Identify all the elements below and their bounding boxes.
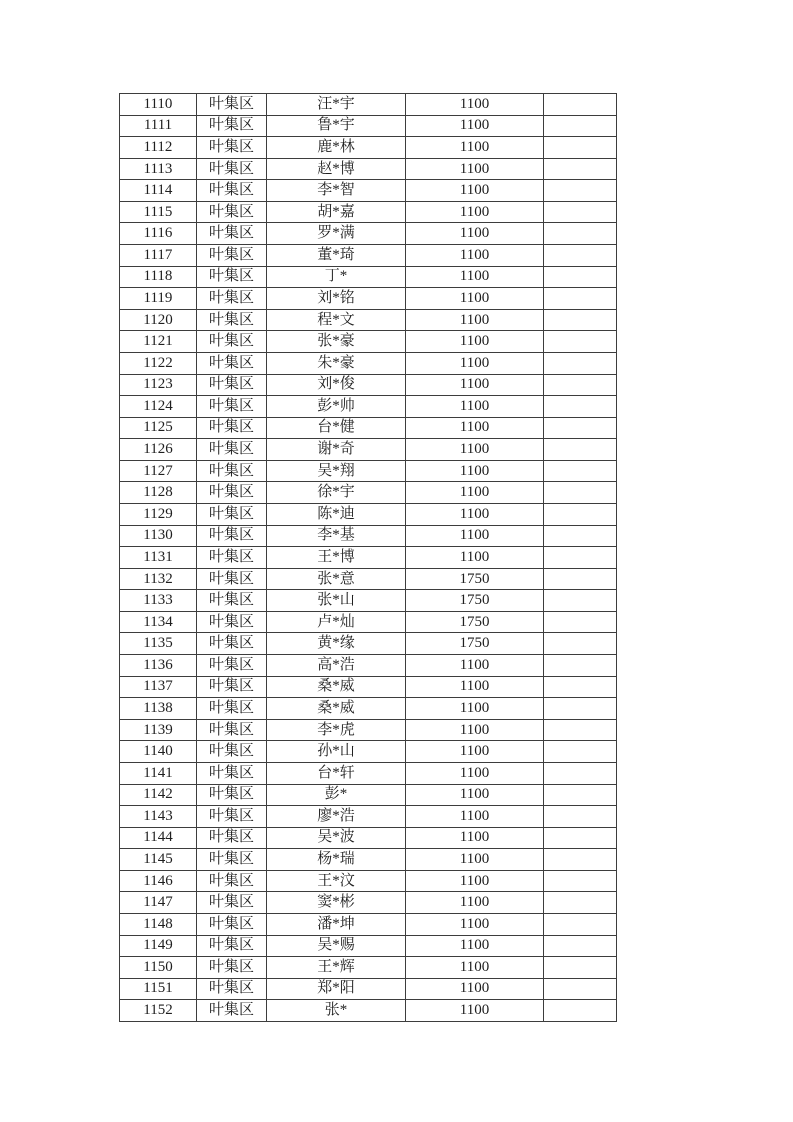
roster-table (119, 93, 617, 1022)
cell-remark (544, 503, 617, 525)
cell-district: 叶集区 (197, 331, 267, 353)
cell-serial_number: 1120 (120, 309, 197, 331)
cell-name_masked: 王*辉 (267, 957, 406, 979)
cell-amount: 1100 (406, 806, 544, 828)
cell-name_masked: 胡*嘉 (267, 201, 406, 223)
cell-amount: 1100 (406, 245, 544, 267)
cell-district: 叶集区 (197, 935, 267, 957)
cell-remark (544, 676, 617, 698)
cell-remark (544, 655, 617, 677)
cell-serial_number: 1135 (120, 633, 197, 655)
cell-amount: 1100 (406, 94, 544, 116)
cell-remark (544, 913, 617, 935)
cell-district: 叶集区 (197, 611, 267, 633)
table-row (120, 115, 617, 137)
cell-amount: 1100 (406, 503, 544, 525)
cell-amount: 1100 (406, 978, 544, 1000)
cell-district: 叶集区 (197, 913, 267, 935)
cell-remark (544, 827, 617, 849)
cell-district: 叶集区 (197, 396, 267, 418)
cell-remark (544, 978, 617, 1000)
cell-name_masked: 吴*赐 (267, 935, 406, 957)
cell-district: 叶集区 (197, 590, 267, 612)
cell-serial_number: 1113 (120, 158, 197, 180)
cell-remark (544, 417, 617, 439)
cell-remark (544, 309, 617, 331)
cell-name_masked: 黄*缘 (267, 633, 406, 655)
cell-district: 叶集区 (197, 827, 267, 849)
cell-name_masked: 孙*山 (267, 741, 406, 763)
table-row (120, 590, 617, 612)
cell-name_masked: 杨*瑞 (267, 849, 406, 871)
cell-amount: 1100 (406, 547, 544, 569)
cell-serial_number: 1121 (120, 331, 197, 353)
cell-amount: 1100 (406, 352, 544, 374)
table-row (120, 568, 617, 590)
cell-name_masked: 张*山 (267, 590, 406, 612)
cell-serial_number: 1118 (120, 266, 197, 288)
cell-serial_number: 1117 (120, 245, 197, 267)
cell-serial_number: 1125 (120, 417, 197, 439)
table-row (120, 94, 617, 116)
table-row (120, 331, 617, 353)
cell-amount: 1100 (406, 676, 544, 698)
table-row (120, 223, 617, 245)
cell-amount: 1100 (406, 1000, 544, 1022)
cell-district: 叶集区 (197, 158, 267, 180)
cell-remark (544, 374, 617, 396)
cell-name_masked: 丁* (267, 266, 406, 288)
cell-amount: 1100 (406, 288, 544, 310)
table-row (120, 482, 617, 504)
cell-name_masked: 陈*迪 (267, 503, 406, 525)
cell-serial_number: 1124 (120, 396, 197, 418)
cell-amount: 1100 (406, 417, 544, 439)
cell-remark (544, 784, 617, 806)
cell-serial_number: 1152 (120, 1000, 197, 1022)
cell-amount: 1100 (406, 201, 544, 223)
cell-district: 叶集区 (197, 806, 267, 828)
cell-amount: 1100 (406, 460, 544, 482)
table-row (120, 352, 617, 374)
cell-name_masked: 吴*翔 (267, 460, 406, 482)
cell-district: 叶集区 (197, 482, 267, 504)
cell-name_masked: 桑*威 (267, 676, 406, 698)
table-row (120, 892, 617, 914)
cell-name_masked: 李*虎 (267, 719, 406, 741)
cell-name_masked: 桑*威 (267, 698, 406, 720)
cell-serial_number: 1123 (120, 374, 197, 396)
cell-amount: 1750 (406, 611, 544, 633)
cell-amount: 1100 (406, 374, 544, 396)
cell-remark (544, 547, 617, 569)
cell-district: 叶集区 (197, 719, 267, 741)
cell-district: 叶集区 (197, 352, 267, 374)
cell-district: 叶集区 (197, 849, 267, 871)
cell-serial_number: 1140 (120, 741, 197, 763)
table-row (120, 439, 617, 461)
cell-remark (544, 719, 617, 741)
cell-serial_number: 1119 (120, 288, 197, 310)
cell-name_masked: 鲁*宇 (267, 115, 406, 137)
table-row (120, 655, 617, 677)
table-row (120, 266, 617, 288)
cell-amount: 1750 (406, 590, 544, 612)
cell-serial_number: 1112 (120, 137, 197, 159)
cell-amount: 1100 (406, 137, 544, 159)
cell-name_masked: 赵*博 (267, 158, 406, 180)
cell-serial_number: 1130 (120, 525, 197, 547)
table-row (120, 633, 617, 655)
cell-name_masked: 徐*宇 (267, 482, 406, 504)
cell-name_masked: 刘*铭 (267, 288, 406, 310)
cell-amount: 1100 (406, 331, 544, 353)
cell-remark (544, 94, 617, 116)
cell-district: 叶集区 (197, 223, 267, 245)
cell-amount: 1100 (406, 158, 544, 180)
cell-name_masked: 高*浩 (267, 655, 406, 677)
table-row (120, 741, 617, 763)
cell-name_masked: 李*基 (267, 525, 406, 547)
cell-serial_number: 1138 (120, 698, 197, 720)
table-row (120, 201, 617, 223)
cell-amount: 1100 (406, 266, 544, 288)
cell-serial_number: 1111 (120, 115, 197, 137)
cell-name_masked: 张* (267, 1000, 406, 1022)
cell-district: 叶集区 (197, 137, 267, 159)
cell-remark (544, 331, 617, 353)
table-row (120, 762, 617, 784)
cell-district: 叶集区 (197, 309, 267, 331)
cell-amount: 1100 (406, 849, 544, 871)
cell-district: 叶集区 (197, 374, 267, 396)
table-row (120, 978, 617, 1000)
cell-serial_number: 1144 (120, 827, 197, 849)
table-row (120, 503, 617, 525)
cell-name_masked: 刘*俊 (267, 374, 406, 396)
table-row (120, 957, 617, 979)
cell-remark (544, 806, 617, 828)
cell-district: 叶集区 (197, 784, 267, 806)
cell-remark (544, 892, 617, 914)
cell-serial_number: 1133 (120, 590, 197, 612)
cell-district: 叶集区 (197, 503, 267, 525)
cell-name_masked: 鹿*林 (267, 137, 406, 159)
cell-district: 叶集区 (197, 525, 267, 547)
table-row (120, 719, 617, 741)
cell-amount: 1100 (406, 784, 544, 806)
cell-remark (544, 201, 617, 223)
cell-serial_number: 1116 (120, 223, 197, 245)
cell-remark (544, 698, 617, 720)
cell-name_masked: 台*轩 (267, 762, 406, 784)
cell-district: 叶集区 (197, 460, 267, 482)
cell-remark (544, 137, 617, 159)
cell-amount: 1100 (406, 935, 544, 957)
cell-remark (544, 935, 617, 957)
cell-remark (544, 245, 617, 267)
cell-serial_number: 1146 (120, 870, 197, 892)
cell-remark (544, 568, 617, 590)
cell-amount: 1100 (406, 115, 544, 137)
table-row (120, 698, 617, 720)
cell-remark (544, 482, 617, 504)
cell-remark (544, 849, 617, 871)
cell-amount: 1100 (406, 482, 544, 504)
cell-serial_number: 1129 (120, 503, 197, 525)
cell-amount: 1100 (406, 762, 544, 784)
table-row (120, 374, 617, 396)
cell-amount: 1100 (406, 525, 544, 547)
cell-amount: 1100 (406, 223, 544, 245)
cell-name_masked: 窦*彬 (267, 892, 406, 914)
table-row (120, 547, 617, 569)
cell-district: 叶集区 (197, 655, 267, 677)
cell-remark (544, 957, 617, 979)
table-row (120, 309, 617, 331)
cell-name_masked: 李*智 (267, 180, 406, 202)
cell-serial_number: 1126 (120, 439, 197, 461)
cell-name_masked: 谢*奇 (267, 439, 406, 461)
cell-amount: 1100 (406, 870, 544, 892)
cell-name_masked: 程*文 (267, 309, 406, 331)
cell-district: 叶集区 (197, 547, 267, 569)
cell-serial_number: 1143 (120, 806, 197, 828)
cell-serial_number: 1134 (120, 611, 197, 633)
cell-district: 叶集区 (197, 633, 267, 655)
cell-amount: 1100 (406, 741, 544, 763)
cell-name_masked: 汪*宇 (267, 94, 406, 116)
cell-remark (544, 180, 617, 202)
cell-district: 叶集区 (197, 266, 267, 288)
cell-amount: 1100 (406, 180, 544, 202)
cell-remark (544, 266, 617, 288)
cell-amount: 1100 (406, 913, 544, 935)
cell-district: 叶集区 (197, 978, 267, 1000)
cell-serial_number: 1148 (120, 913, 197, 935)
cell-name_masked: 王*博 (267, 547, 406, 569)
cell-serial_number: 1145 (120, 849, 197, 871)
cell-remark (544, 396, 617, 418)
cell-district: 叶集区 (197, 892, 267, 914)
cell-remark (544, 1000, 617, 1022)
cell-district: 叶集区 (197, 245, 267, 267)
cell-remark (544, 288, 617, 310)
cell-amount: 1100 (406, 892, 544, 914)
cell-remark (544, 223, 617, 245)
cell-amount: 1750 (406, 633, 544, 655)
cell-serial_number: 1127 (120, 460, 197, 482)
cell-serial_number: 1150 (120, 957, 197, 979)
cell-district: 叶集区 (197, 180, 267, 202)
cell-amount: 1100 (406, 396, 544, 418)
cell-district: 叶集区 (197, 957, 267, 979)
table-row (120, 137, 617, 159)
cell-serial_number: 1132 (120, 568, 197, 590)
cell-remark (544, 633, 617, 655)
table-row (120, 913, 617, 935)
table-row (120, 806, 617, 828)
cell-serial_number: 1139 (120, 719, 197, 741)
table-row (120, 935, 617, 957)
cell-name_masked: 张*意 (267, 568, 406, 590)
cell-name_masked: 郑*阳 (267, 978, 406, 1000)
cell-serial_number: 1151 (120, 978, 197, 1000)
cell-district: 叶集区 (197, 870, 267, 892)
cell-name_masked: 罗*满 (267, 223, 406, 245)
table-row (120, 611, 617, 633)
cell-name_masked: 彭* (267, 784, 406, 806)
cell-remark (544, 870, 617, 892)
cell-amount: 1100 (406, 957, 544, 979)
cell-district: 叶集区 (197, 288, 267, 310)
table-row (120, 827, 617, 849)
cell-district: 叶集区 (197, 201, 267, 223)
cell-name_masked: 台*健 (267, 417, 406, 439)
cell-name_masked: 潘*坤 (267, 913, 406, 935)
table-row (120, 870, 617, 892)
cell-remark (544, 611, 617, 633)
cell-district: 叶集区 (197, 115, 267, 137)
table-row (120, 676, 617, 698)
cell-serial_number: 1147 (120, 892, 197, 914)
cell-amount: 1100 (406, 309, 544, 331)
cell-serial_number: 1142 (120, 784, 197, 806)
cell-remark (544, 460, 617, 482)
cell-amount: 1100 (406, 439, 544, 461)
table-row (120, 158, 617, 180)
cell-district: 叶集区 (197, 1000, 267, 1022)
table-row (120, 460, 617, 482)
table-row (120, 288, 617, 310)
cell-district: 叶集区 (197, 698, 267, 720)
table-row (120, 849, 617, 871)
cell-serial_number: 1115 (120, 201, 197, 223)
cell-remark (544, 741, 617, 763)
cell-district: 叶集区 (197, 94, 267, 116)
cell-serial_number: 1131 (120, 547, 197, 569)
cell-remark (544, 590, 617, 612)
table-row (120, 525, 617, 547)
cell-name_masked: 朱*豪 (267, 352, 406, 374)
cell-serial_number: 1114 (120, 180, 197, 202)
cell-amount: 1100 (406, 719, 544, 741)
cell-name_masked: 董*琦 (267, 245, 406, 267)
table-row (120, 417, 617, 439)
table-row (120, 396, 617, 418)
cell-name_masked: 张*豪 (267, 331, 406, 353)
cell-remark (544, 439, 617, 461)
table-row (120, 245, 617, 267)
cell-amount: 1100 (406, 827, 544, 849)
cell-serial_number: 1136 (120, 655, 197, 677)
cell-serial_number: 1128 (120, 482, 197, 504)
cell-name_masked: 吴*波 (267, 827, 406, 849)
cell-remark (544, 762, 617, 784)
cell-name_masked: 彭*帅 (267, 396, 406, 418)
cell-serial_number: 1141 (120, 762, 197, 784)
cell-remark (544, 115, 617, 137)
roster-table-body (120, 94, 617, 1022)
cell-serial_number: 1122 (120, 352, 197, 374)
cell-serial_number: 1110 (120, 94, 197, 116)
cell-name_masked: 廖*浩 (267, 806, 406, 828)
cell-district: 叶集区 (197, 762, 267, 784)
cell-name_masked: 王*汶 (267, 870, 406, 892)
cell-remark (544, 352, 617, 374)
cell-amount: 1100 (406, 698, 544, 720)
cell-serial_number: 1149 (120, 935, 197, 957)
cell-district: 叶集区 (197, 676, 267, 698)
cell-district: 叶集区 (197, 741, 267, 763)
cell-district: 叶集区 (197, 568, 267, 590)
table-row (120, 1000, 617, 1022)
table-row (120, 180, 617, 202)
cell-amount: 1750 (406, 568, 544, 590)
cell-amount: 1100 (406, 655, 544, 677)
cell-remark (544, 158, 617, 180)
cell-name_masked: 卢*灿 (267, 611, 406, 633)
table-row (120, 784, 617, 806)
cell-district: 叶集区 (197, 417, 267, 439)
cell-serial_number: 1137 (120, 676, 197, 698)
cell-remark (544, 525, 617, 547)
cell-district: 叶集区 (197, 439, 267, 461)
